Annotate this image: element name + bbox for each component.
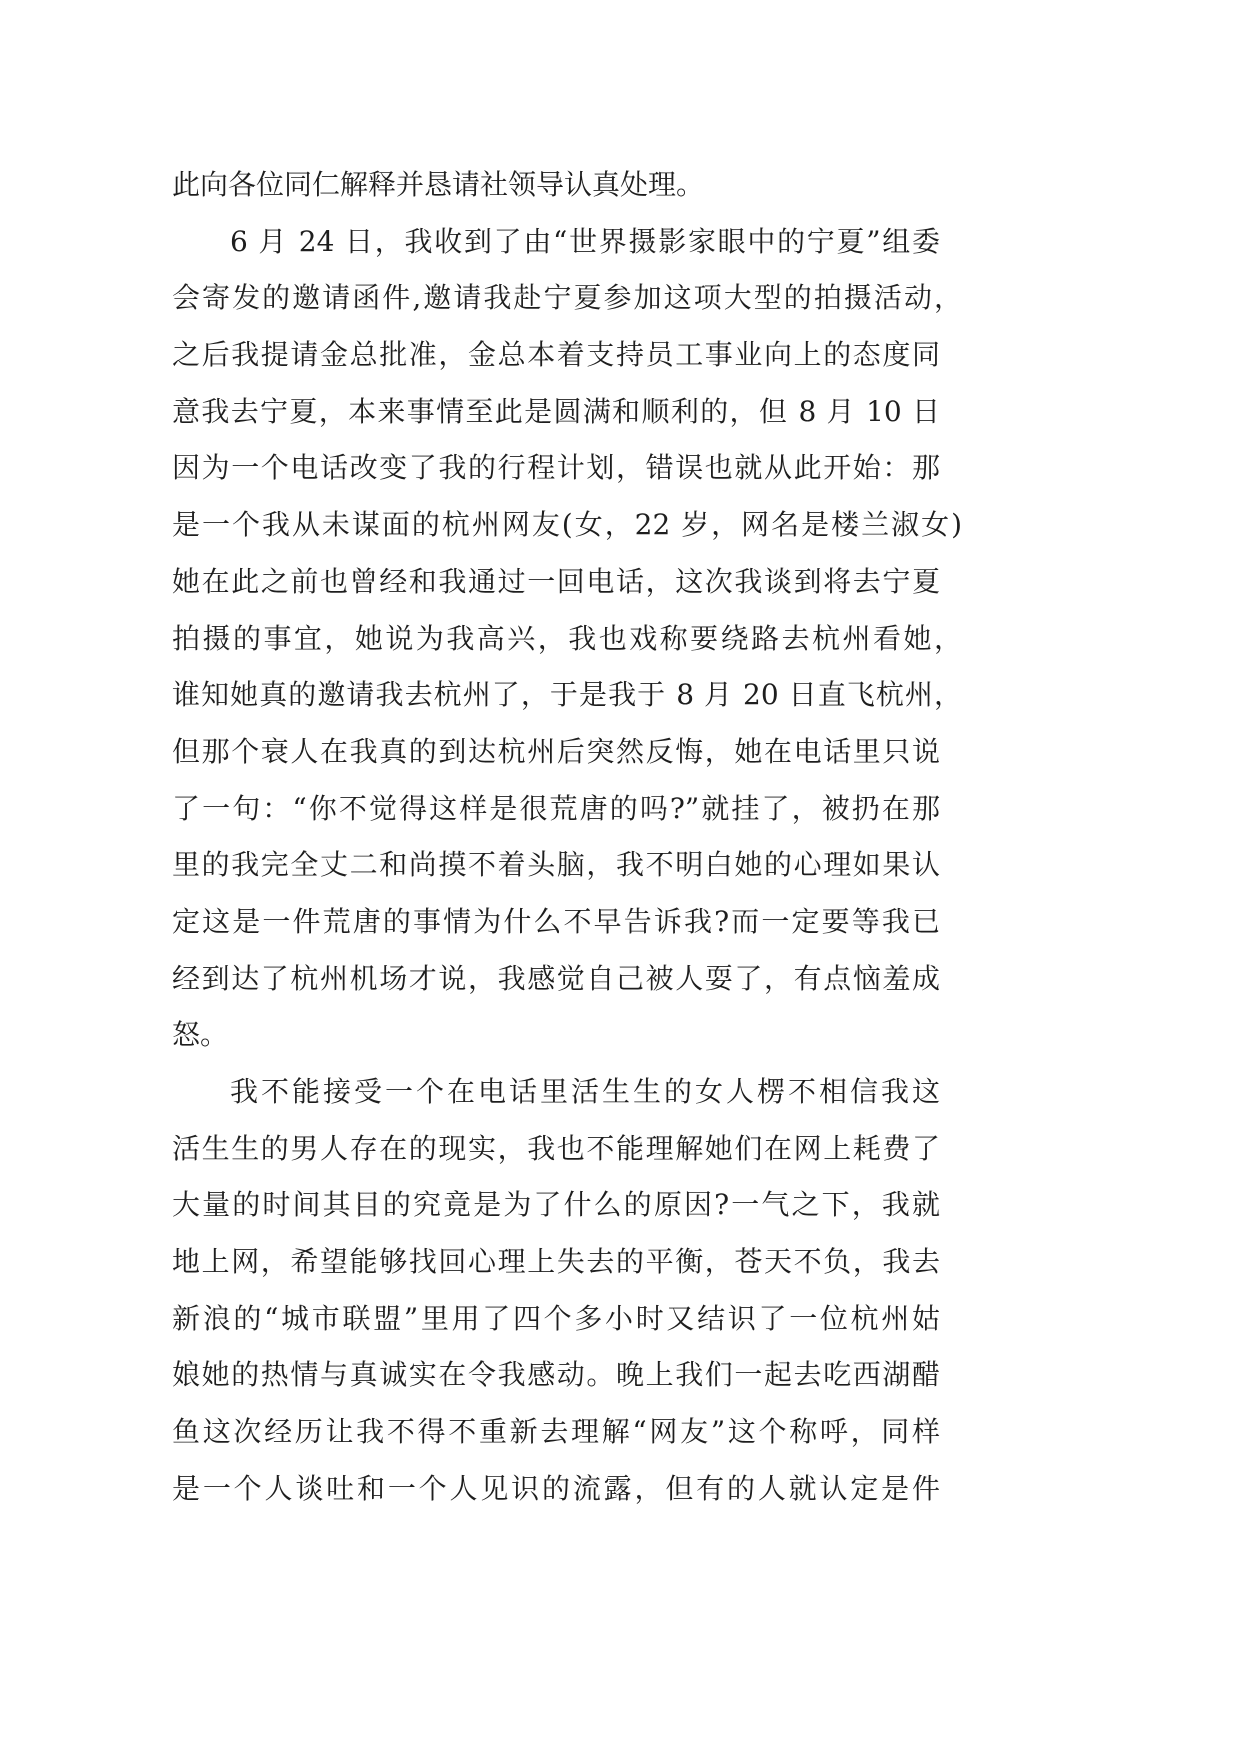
text-line: 我不能接受一个在电话里活生生的女人楞不相信我这 [230,1075,940,1108]
text-line: 但那个衰人在我真的到达杭州后突然反悔，她在电话里只说 [172,734,940,768]
text-line: 6 月 24 日，我收到了由“世界摄影家眼中的宁夏”组委 [230,224,940,258]
text-line: 地上网，希望能够找回心理上失去的平衡，苍天不负，我去 [172,1245,940,1279]
paragraph [172,1064,972,1518]
paragraph [172,157,972,214]
text-line: 经到达了杭州机场才说，我感觉自己被人耍了，有点恼羞成 [172,961,940,995]
text-line: 是一个我从未谋面的杭州网友(女，22 岁，网名是楼兰淑女) [172,508,962,542]
text-line: 大量的时间其目的究竟是为了什么的原因?一气之下，我就 [172,1188,940,1222]
text-line: 怒。 [172,1018,229,1052]
text-line: 之后我提请金总批准，金总本着支持员工事业向上的态度同 [172,338,940,372]
text-line: 她在此之前也曾经和我通过一回电话，这次我谈到将去宁夏 [172,564,940,598]
text-line: 了一句：“你不觉得这样是很荒唐的吗?”就挂了，被扔在那 [172,791,940,825]
text-line: 是一个人谈吐和一个人见识的流露，但有的人就认定是件 [172,1471,940,1505]
paragraph [172,214,972,1064]
text-line: 娘她的热情与真诚实在令我感动。晚上我们一起去吃西湖醋 [172,1358,940,1392]
text-line: 鱼这次经历让我不得不重新去理解“网友”这个称呼，同样 [172,1415,940,1449]
text-line: 活生生的男人存在的现实，我也不能理解她们在网上耗费了 [172,1131,940,1165]
document-body [172,157,972,1518]
text-line: 里的我完全丈二和尚摸不着头脑，我不明白她的心理如果认 [172,848,940,882]
text-line: 会寄发的邀请函件,邀请我赴宁夏参加这项大型的拍摄活动， [172,281,962,315]
text-line: 定这是一件荒唐的事情为什么不早告诉我?而一定要等我已 [172,904,940,938]
text-line: 拍摄的事宜，她说为我高兴，我也戏称要绕路去杭州看她， [172,621,962,655]
text-line: 谁知她真的邀请我去杭州了，于是我于 8 月 20 日直飞杭州， [172,678,962,712]
text-line: 此向各位同仁解释并恳请社领导认真处理。 [172,168,705,201]
text-line: 意我去宁夏，本来事情至此是圆满和顺利的，但 8 月 10 日 [172,394,940,428]
text-line: 新浪的“城市联盟”里用了四个多小时又结识了一位杭州姑 [172,1301,940,1335]
text-line: 因为一个电话改变了我的行程计划，错误也就从此开始：那 [172,451,940,485]
